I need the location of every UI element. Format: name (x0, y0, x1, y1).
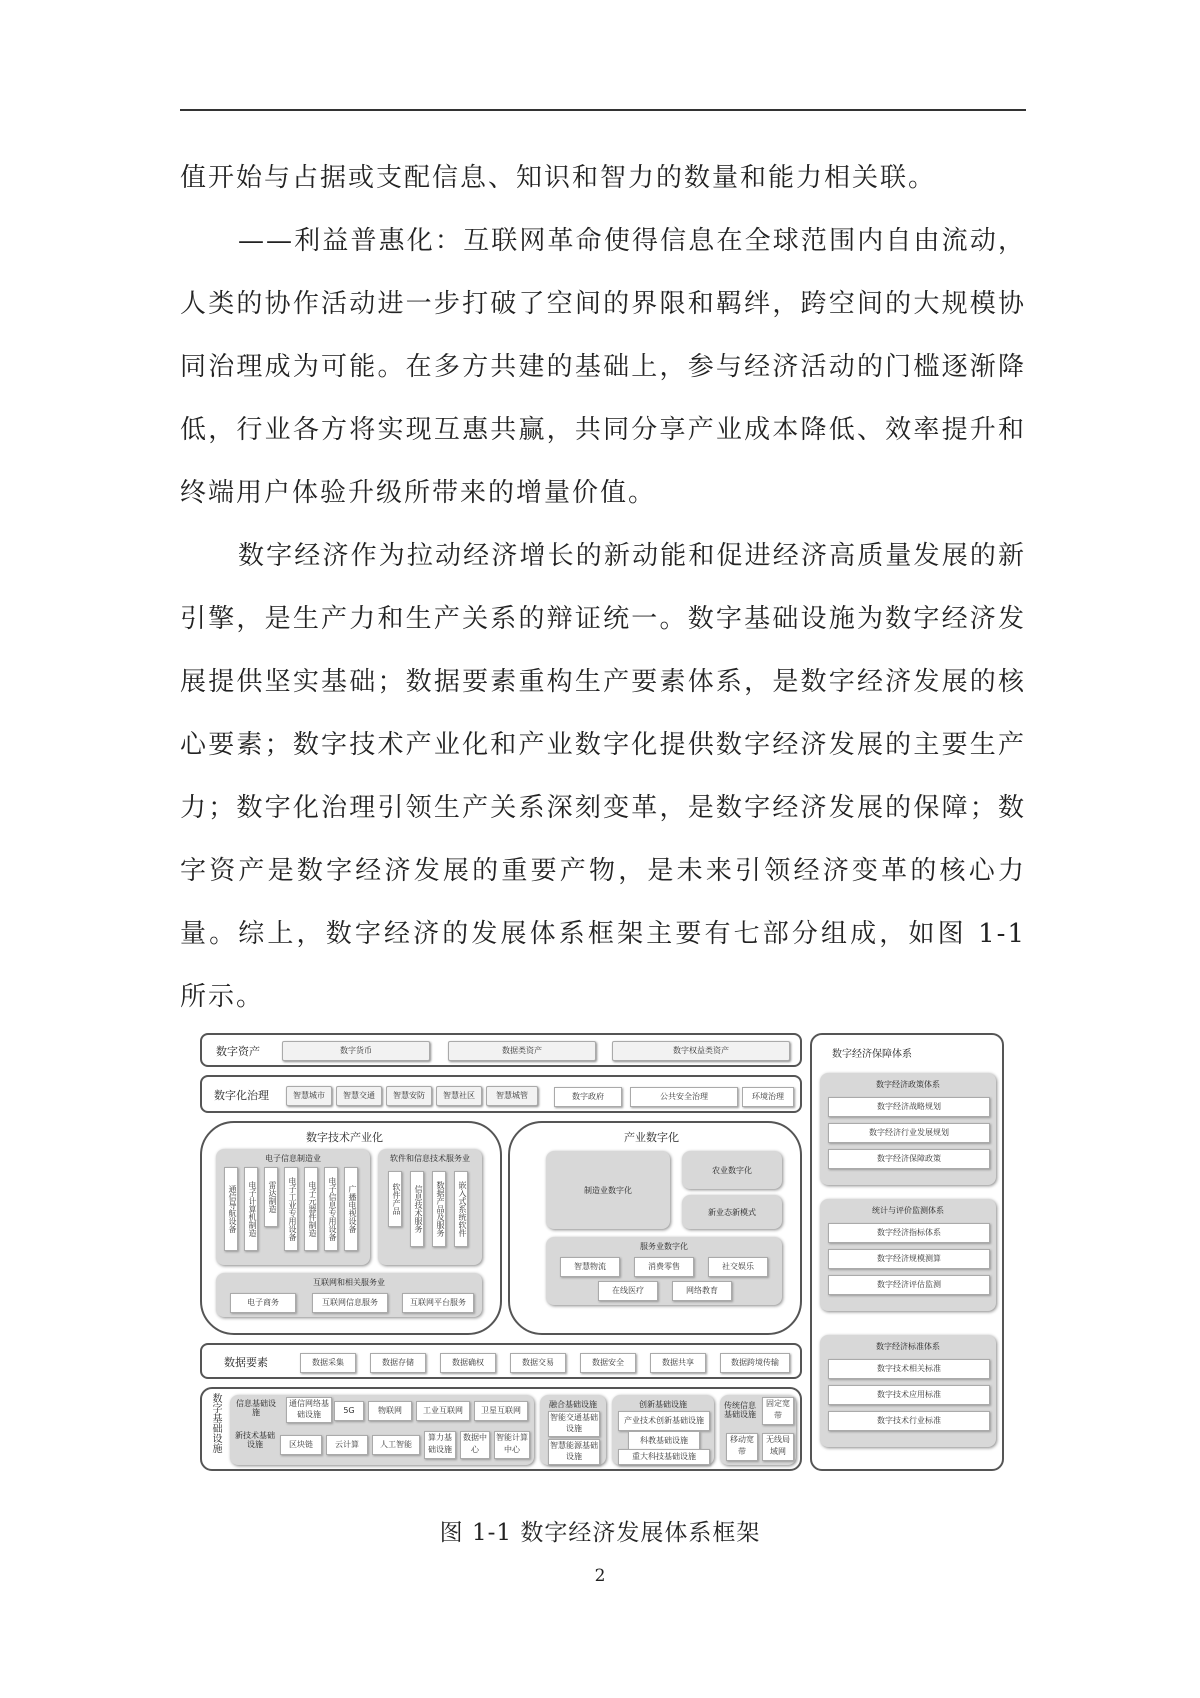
statistics-item: 数字经济指标体系 (828, 1223, 990, 1243)
standards-item: 数字技术应用标准 (828, 1385, 990, 1405)
governance-item: 智慧交通 (336, 1086, 382, 1106)
network-infra: 通信网络基础设施 (286, 1397, 332, 1423)
service-item: 社交娱乐 (708, 1257, 768, 1277)
software-item: 数据产品及服务 (432, 1171, 446, 1247)
compute-item: 智能计算中心 (494, 1431, 530, 1459)
paragraph-1: 值开始与占据或支配信息、知识和智力的数量和能力相关联。 (180, 163, 937, 193)
electronics-item: 广播电视设备 (344, 1167, 358, 1251)
electronics-title: 电子信息制造业 (265, 1154, 321, 1163)
traditional-infra-title: 传统信息基础设施 (724, 1401, 756, 1419)
governance-item: 智慧城管 (486, 1086, 538, 1106)
internet-title: 互联网和相关服务业 (313, 1278, 385, 1287)
governance-item: 智慧安防 (386, 1086, 432, 1106)
data-elements-title: 数据要素 (224, 1356, 268, 1369)
governance-item: 环境治理 (742, 1087, 794, 1107)
statistics-title: 统计与评价监测体系 (872, 1206, 944, 1215)
digital-infrastructure-box (200, 1387, 802, 1471)
asset-item: 数字货币 (282, 1041, 430, 1061)
tech-industrialization-box (200, 1121, 502, 1335)
internet-item: 电子商务 (230, 1293, 296, 1313)
electronics-item: 电子信息专用设备 (324, 1167, 338, 1251)
traditional-item: 无线局域网 (762, 1433, 794, 1461)
electronics-item: 电子计算机制造 (244, 1167, 258, 1251)
newtech-item: 人工智能 (372, 1435, 420, 1455)
software-item: 嵌入式系统软件 (454, 1171, 468, 1247)
fusion-infra-title: 融合基础设施 (549, 1400, 597, 1409)
newtech-item: 云计算 (326, 1435, 368, 1455)
service-item: 消费零售 (634, 1257, 694, 1277)
governance-item: 数字政府 (554, 1087, 622, 1107)
industry-digitalization-box (508, 1121, 802, 1335)
page-number: 2 (594, 1566, 606, 1586)
service-title: 服务业数字化 (640, 1242, 688, 1251)
manufacturing-label: 制造业数字化 (584, 1186, 632, 1195)
header-rule (180, 109, 1026, 111)
innovation-item: 重大科技基础设施 (618, 1449, 710, 1465)
digital-assets-box (200, 1033, 802, 1067)
electronics-item: 雷达制造 (264, 1167, 278, 1227)
data-item: 数据共享 (650, 1353, 706, 1373)
paragraph-3: 数字经济作为拉动经济增长的新动能和促进经济高质量发展的新引擎，是生产力和生产关系的辩证统一。数字基础设施为数字经济发展提供坚实基础；数据要素重构生产要素体系，是数字经济发展的核心要素；数字技术产业化和产业数字化提供数字经济发展的主要生产力；数字化治理引领生产关系深刻变革，是数字经济发展的保障；数字资产是数字经济发展的重要产物，是未来引领经济变革的核心力量。综上，数字经济的发展体系框架主要有七部分组成，如图 1-1 所示。 (180, 541, 1026, 1012)
network-item: 物联网 (368, 1401, 412, 1421)
agriculture-label: 农业数字化 (712, 1166, 752, 1175)
newtech-item: 区块链 (280, 1435, 322, 1455)
newtech-infra-title: 新技术基础设施 (235, 1431, 275, 1449)
fusion-item: 智慧能源基础设施 (548, 1439, 600, 1465)
data-item: 数据跨境传输 (720, 1353, 790, 1373)
data-elements-box (200, 1343, 802, 1379)
data-item: 数据交易 (510, 1353, 566, 1373)
electronics-item: 电子元器件制造 (304, 1167, 318, 1251)
service-item: 在线医疗 (598, 1281, 658, 1301)
policy-item: 数字经济保障政策 (828, 1149, 990, 1169)
asset-item: 数字权益类资产 (612, 1041, 790, 1061)
network-item: 工业互联网 (416, 1401, 470, 1421)
electronics-item: 电子工业专用设备 (284, 1167, 298, 1251)
governance-item: 公共安全治理 (630, 1087, 738, 1107)
digital-infrastructure-title: 数字基础设施 (210, 1393, 221, 1453)
info-infra-title: 信息基础设施 (236, 1399, 276, 1417)
tech-industrialization-title: 数字技术产业化 (306, 1131, 383, 1144)
standards-item: 数字技术行业标准 (828, 1411, 990, 1431)
network-item: 卫星互联网 (474, 1401, 528, 1421)
statistics-item: 数字经济规模测算 (828, 1249, 990, 1269)
data-item: 数据安全 (580, 1353, 636, 1373)
service-item: 网络教育 (672, 1281, 732, 1301)
traditional-item: 移动宽带 (726, 1433, 758, 1461)
governance-item: 智慧城市 (286, 1086, 332, 1106)
data-item: 数据采集 (300, 1353, 356, 1373)
paragraph-2: ——利益普惠化：互联网革命使得信息在全球范围内自由流动，人类的协作活动进一步打破了空间的界限和羁绊，跨空间的大规模协同治理成为可能。在多方共建的基础上，参与经济活动的门槛逐渐降低，行业各方将实现互惠共赢，共同分享产业成本降低、效率提升和终端用户体验升级所带来的增量价值。 (180, 226, 1026, 508)
compute-item: 数据中心 (460, 1431, 490, 1459)
new-business-label: 新业态新模式 (708, 1208, 756, 1217)
traditional-item: 固定宽带 (762, 1397, 794, 1425)
service-item: 智慧物流 (560, 1257, 620, 1277)
digital-governance-title: 数字化治理 (214, 1089, 269, 1102)
policy-item: 数字经济战略规划 (828, 1097, 990, 1117)
figure-caption: 图 1-1 数字经济发展体系框架 (439, 1520, 761, 1546)
network-item: 5G (334, 1401, 364, 1421)
software-item: 软件产品 (388, 1171, 402, 1227)
standards-item: 数字技术相关标准 (828, 1359, 990, 1379)
digital-assets-title: 数字资产 (216, 1045, 260, 1058)
innovation-item: 科教基础设施 (628, 1431, 700, 1451)
internet-item: 互联网平台服务 (402, 1293, 474, 1313)
standards-title: 数字经济标准体系 (876, 1342, 940, 1351)
policy-title: 数字经济政策体系 (876, 1080, 940, 1089)
guarantee-system-box (810, 1033, 1004, 1471)
digital-governance-box (200, 1075, 802, 1113)
policy-item: 数字经济行业发展规划 (828, 1123, 990, 1143)
internet-item: 互联网信息服务 (312, 1293, 388, 1313)
software-title: 软件和信息技术服务业 (390, 1154, 470, 1163)
fusion-item: 智能交通基础设施 (548, 1411, 600, 1437)
statistics-item: 数字经济评估监测 (828, 1275, 990, 1295)
framework-diagram (200, 1033, 1010, 1493)
data-item: 数据确权 (440, 1353, 496, 1373)
asset-item: 数据类资产 (448, 1041, 596, 1061)
governance-item: 智慧社区 (436, 1086, 482, 1106)
innovation-infra-title: 创新基础设施 (639, 1400, 687, 1409)
electronics-item: 通信导航设备 (224, 1167, 238, 1251)
software-item: 信息技术服务 (410, 1171, 424, 1247)
innovation-item: 产业技术创新基础设施 (618, 1411, 710, 1431)
guarantee-system-title: 数字经济保障体系 (832, 1049, 912, 1060)
industry-digitalization-title: 产业数字化 (624, 1131, 679, 1144)
compute-title: 算力基础设施 (424, 1431, 456, 1459)
data-item: 数据存储 (370, 1353, 426, 1373)
